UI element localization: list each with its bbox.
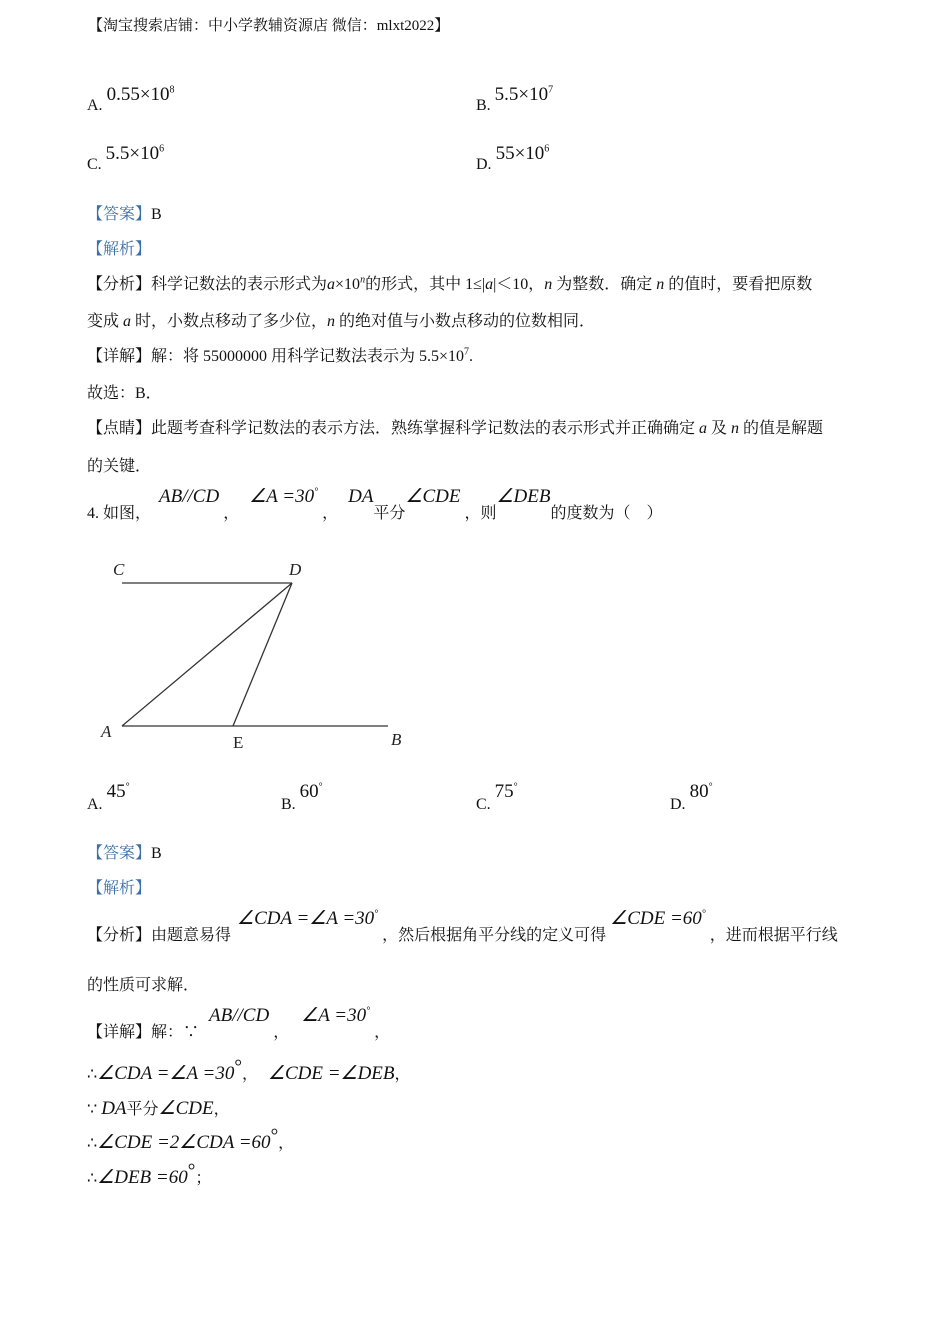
q4-analysis-line1: 【分析】由题意易得 ∠CDA =∠A =30° ，然后根据角平分线的定义可得 ∠CDE =60° ，进而根据平行线: [87, 908, 838, 944]
label-a: A: [101, 722, 112, 741]
q3-option-a[interactable]: A. $0.55\times 10^8$: [87, 84, 175, 114]
q4-option-a[interactable]: A. 45°: [87, 781, 130, 813]
q4-step-3: ∴∠CDE =2∠CDA =60°，: [87, 1125, 295, 1153]
q4-step-2: ∵ DA平分∠CDE，: [87, 1098, 230, 1119]
q4-analysis-line2: 的性质可求解．: [87, 977, 200, 994]
q4-option-b[interactable]: B. 60°: [281, 781, 323, 813]
q3-analysis-line2: 变成 a 时，小数点移动了多少位，n 的绝对值与小数点移动的位数相同．: [87, 313, 596, 330]
q4-option-d[interactable]: D. 80°: [670, 781, 713, 813]
q3-choose: 故选：B．: [87, 385, 162, 402]
q3-option-d[interactable]: D. $55\times 10^6$: [476, 143, 550, 173]
q4-stem: 4. 如图， AB//CD ， ∠A =30° ， DA平分∠CDE ，则∠DEB的度数为（ ）: [87, 486, 663, 522]
q3-comment-line2: 的关键．: [87, 458, 152, 475]
q4-step-1: ∴∠CDA =∠A =30°， ∠CDE =∠DEB，: [87, 1056, 411, 1084]
q3-analysis-line1: 【分析】科学记数法的表示形式为$a\times 10^n$的形式，其中 1≤|a|＜10，n 为整数．确定 n 的值时，要看把原数: [87, 274, 813, 293]
q4-option-c[interactable]: C. 75°: [476, 781, 518, 813]
q3-detail: 【详解】解：将 55000000 用科学记数法表示为 $5.5\times 10^7$.: [87, 346, 474, 365]
q3-answer: 【答案】B: [87, 206, 162, 223]
label-b: B: [391, 730, 402, 749]
q3-option-b[interactable]: B. $5.5\times 10^7$: [476, 84, 554, 114]
label-c: C: [113, 560, 125, 579]
header-banner: 【淘宝搜索店铺：中小学教辅资源店 微信：mlxt2022】: [88, 18, 450, 34]
q4-answer: 【答案】B: [87, 845, 162, 862]
q4-analysis-heading: 【解析】: [87, 880, 152, 897]
q3-option-c[interactable]: C. $5.5\times 10^6$: [87, 143, 165, 173]
segment-de: [233, 583, 292, 726]
segment-ad: [122, 583, 292, 726]
label-d: D: [289, 560, 302, 579]
q3-comment-line1: 【点睛】此题考查科学记数法的表示方法．熟练掌握科学记数法的表示形式并正确确定 a 及 n 的值是解题: [87, 420, 824, 437]
label-e: E: [233, 733, 244, 752]
q4-step-4: ∴∠DEB =60°；: [87, 1160, 212, 1188]
q3-analysis-heading: 【解析】: [87, 241, 152, 258]
q4-geometry-figure: [95, 555, 415, 755]
q4-detail-line: 【详解】解：∵ AB//CD ， ∠A =30° ，: [87, 1005, 391, 1041]
